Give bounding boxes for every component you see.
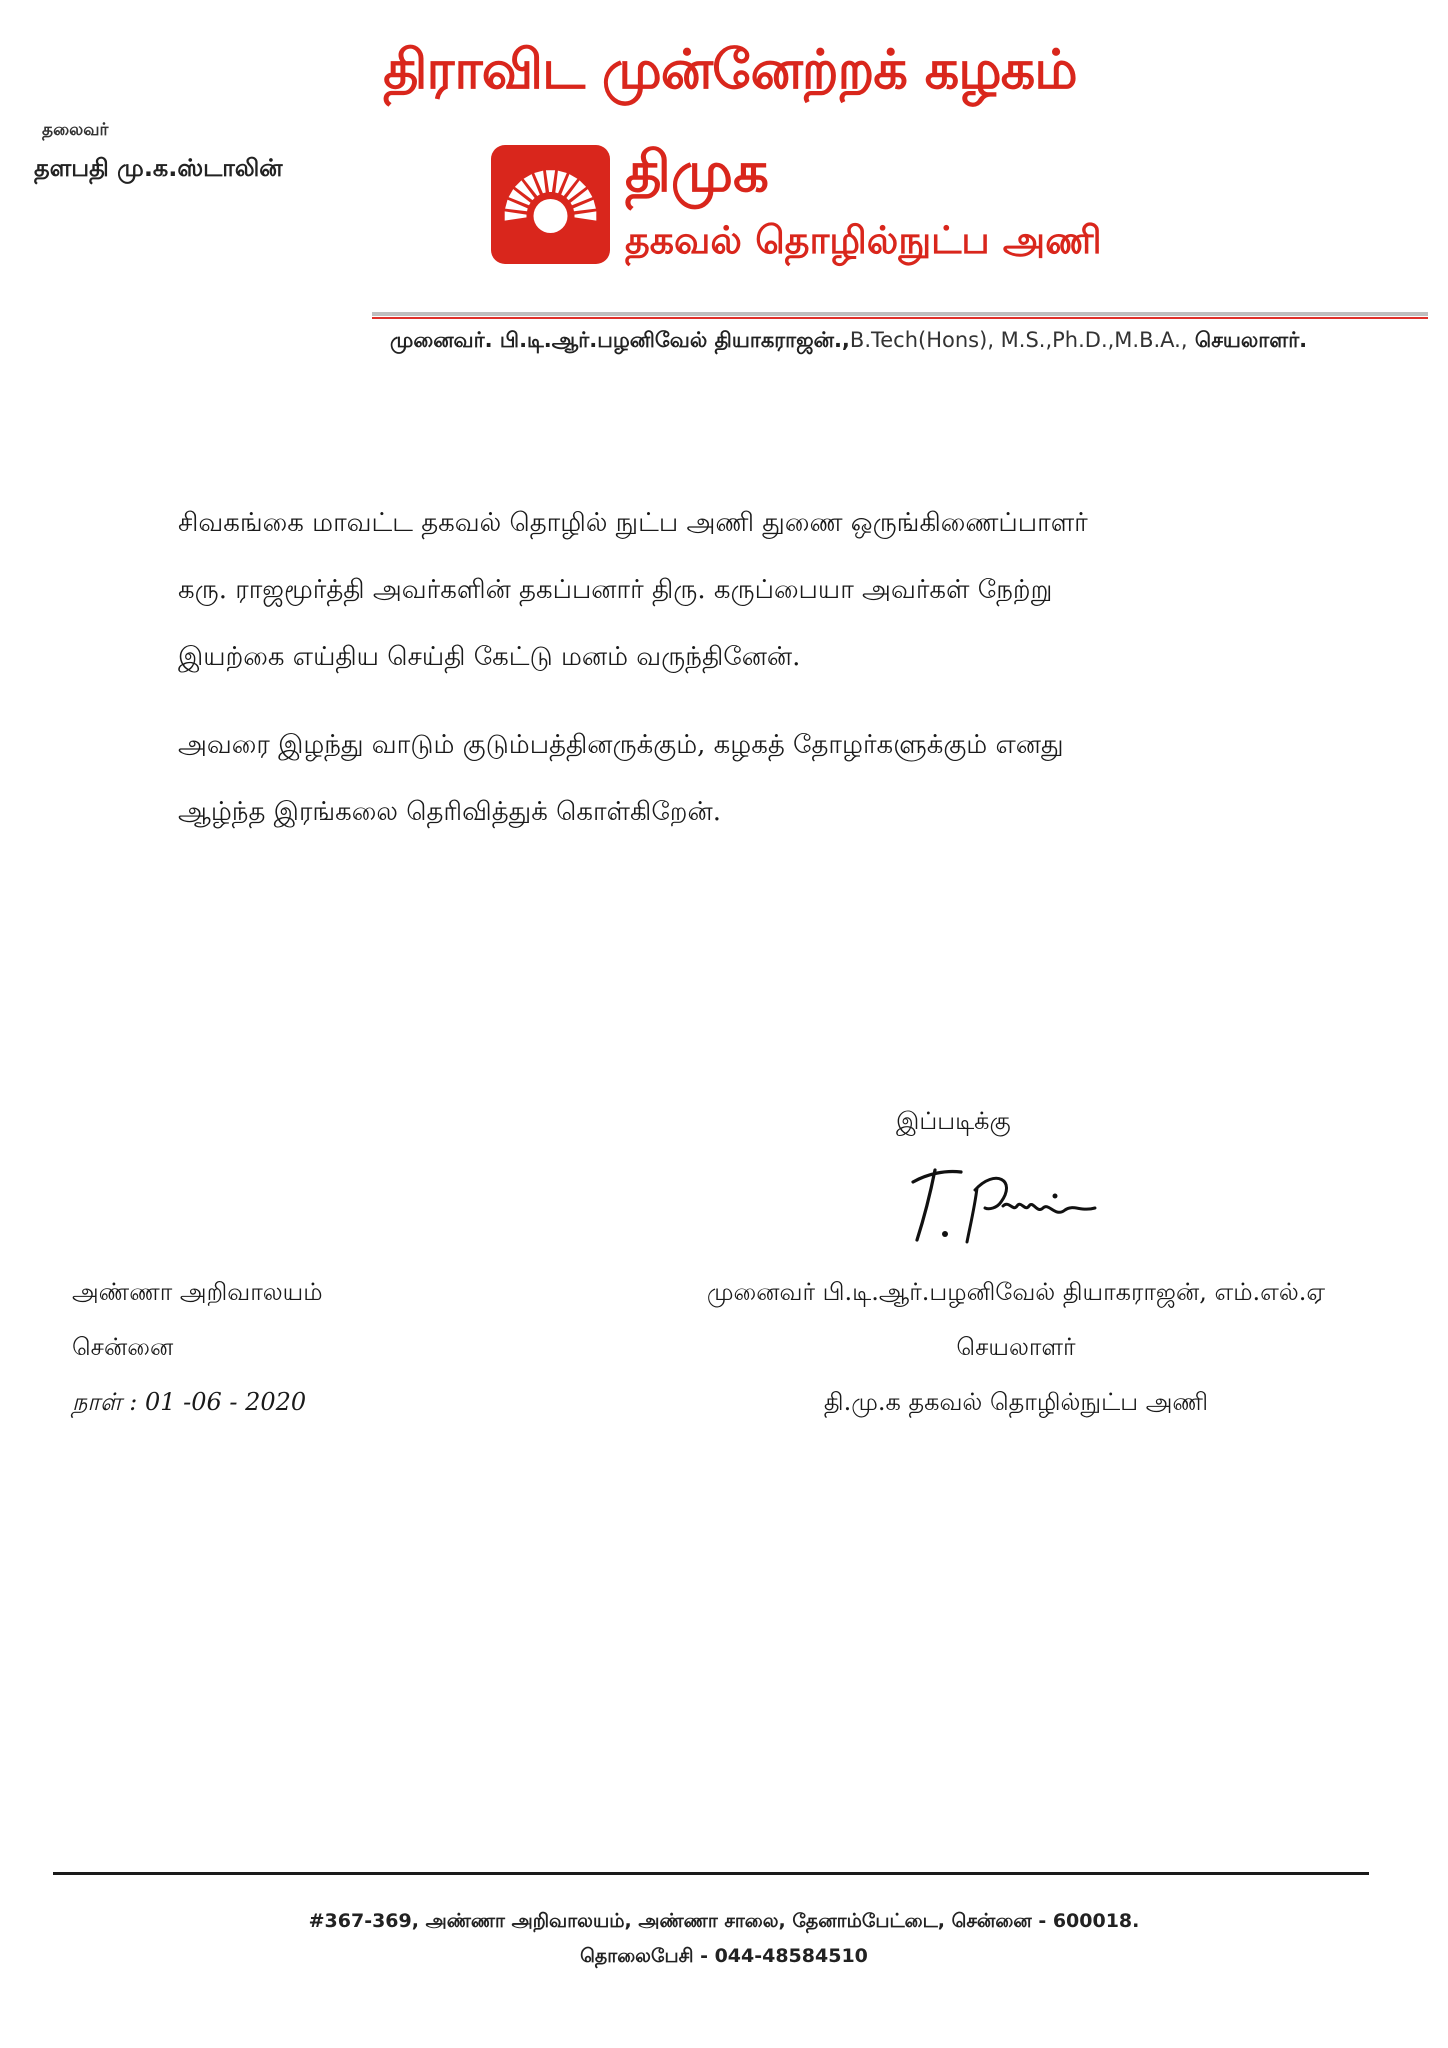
footer-phone: தொலைபேசி - 044-48584510 xyxy=(580,1945,868,1967)
secretary-qualifications: B.Tech(Hons), M.S.,Ph.D.,M.B.A., xyxy=(849,328,1188,352)
secretary-name: முனைவர். பி.டி.ஆர்.பழனிவேல் தியாகராஜன்., xyxy=(390,328,850,352)
yours-faithfully: இப்படிக்கு xyxy=(896,1107,1011,1135)
paragraph-line: சிவகங்கை மாவட்ட தகவல் தொழில் நுட்ப அணி துணை ஒருங்கிணைப்பாளர் xyxy=(178,508,1088,538)
secretary-line xyxy=(390,328,1400,355)
place-city: சென்னை xyxy=(72,1333,174,1361)
condolence-paragraph-1 xyxy=(178,490,1258,691)
handwritten-signature xyxy=(905,1160,1105,1250)
letter-date: நாள் : 01 -06 - 2020 xyxy=(72,1388,307,1416)
paragraph-line: அவரை இழந்து வாடும் குடும்பத்தினருக்கும், கழகத் தோழர்களுக்கும் எனது xyxy=(178,730,1064,760)
party-name: திராவிட முன்னேற்றக் கழகம் xyxy=(383,38,1077,101)
paragraph-line: இயற்கை எய்திய செய்தி கேட்டு மனம் வருந்தினேன். xyxy=(178,642,801,672)
footer-divider xyxy=(53,1872,1369,1875)
footer-address: #367-369, அண்ணா அறிவாலயம், அண்ணா சாலை, தேனாம்பேட்டை, சென்னை - 600018. xyxy=(308,1910,1140,1932)
secretary-role: செயலாளர். xyxy=(1194,328,1308,352)
rising-sun-logo-icon xyxy=(488,142,613,267)
brand-name: திமுக xyxy=(625,140,769,205)
leader-title: தலைவர் xyxy=(42,120,109,140)
condolence-paragraph-2 xyxy=(178,712,1258,846)
paragraph-line: ஆழ்ந்த இரங்கலை தெரிவித்துக் கொள்கிறேன். xyxy=(178,797,721,827)
header-divider-accent xyxy=(372,317,1428,319)
signatory-wing: தி.மு.க தகவல் தொழில்நுட்ப அணி xyxy=(823,1388,1209,1416)
wing-name: தகவல் தொழில்நுட்ப அணி xyxy=(625,218,1102,262)
paragraph-line: கரு. ராஜமூர்த்தி அவர்களின் தகப்பனார் திரு. கருப்பையா அவர்கள் நேற்று xyxy=(178,575,1053,605)
signatory-role: செயலாளர் xyxy=(956,1333,1076,1361)
leader-name: தளபதி மு.க.ஸ்டாலின் xyxy=(34,154,283,182)
place-office: அண்ணா அறிவாலயம் xyxy=(72,1278,323,1306)
header-divider xyxy=(372,312,1428,316)
signatory-name: முனைவர் பி.டி.ஆர்.பழனிவேல் தியாகராஜன், எம்.எல்.ஏ xyxy=(706,1278,1326,1306)
